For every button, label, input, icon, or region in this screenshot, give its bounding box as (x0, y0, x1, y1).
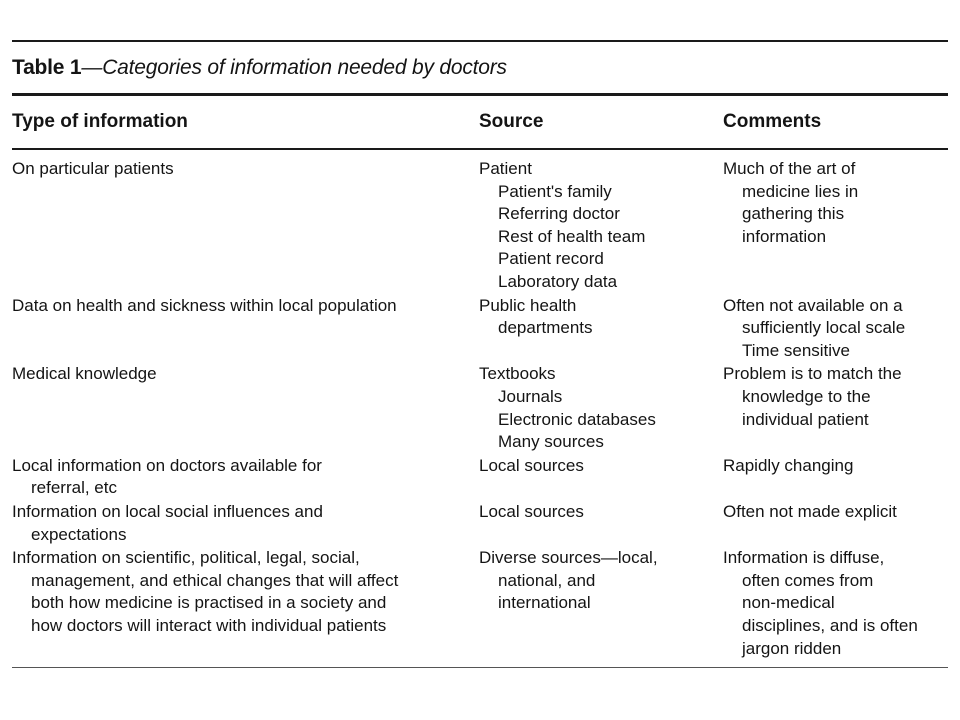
cell-line: On particular patients (12, 159, 174, 178)
cell-line: Referring doctor (498, 204, 620, 224)
type-cell (12, 295, 472, 318)
table-row (12, 295, 948, 364)
table-number: Table 1 (12, 55, 82, 79)
source-cell (479, 501, 719, 524)
cell-line: Rest of health team (498, 226, 646, 246)
cell-line: expectations (31, 524, 127, 544)
table-document (12, 40, 948, 668)
type-cell (12, 547, 472, 637)
cell-line: Patient (479, 159, 532, 178)
cell-line: Often not available on a (723, 295, 903, 315)
type-cell (12, 501, 472, 546)
source-cell (479, 547, 719, 615)
table-row (12, 501, 948, 547)
cell-line: management, and ethical changes that will affect (31, 570, 399, 590)
header-comments: Comments (723, 111, 822, 132)
table-body (12, 150, 948, 667)
cell-line: individual patient (742, 409, 869, 429)
cell-line: Laboratory data (498, 271, 618, 291)
cell-line: Data on health and sickness within local population (12, 295, 397, 315)
source-cell (479, 363, 719, 453)
cell-line: Problem is to match the (723, 364, 902, 384)
cell-line: Local information on doctors available for (12, 455, 322, 475)
cell-line: Information on scientific, political, legal, social, (12, 548, 360, 568)
cell-line: departments (498, 318, 593, 338)
cell-line: how doctors will interact with individual patients (31, 615, 387, 635)
header-type: Type of information (12, 111, 188, 132)
cell-line: Rapidly changing (723, 455, 854, 475)
cell-line: Local sources (479, 501, 584, 521)
cell-line: Electronic databases (498, 409, 656, 429)
cell-line: both how medicine is practised in a society and (31, 593, 387, 613)
cell-line: Patient record (498, 249, 604, 269)
table-row (12, 363, 948, 454)
cell-line: Diverse sources—local, (479, 548, 658, 568)
cell-line: Much of the art of (723, 159, 856, 178)
cell-line: often comes from (742, 570, 874, 590)
cell-line: non-medical (742, 593, 835, 613)
table-title (12, 42, 948, 93)
comments-cell (723, 501, 948, 524)
comments-cell (723, 547, 948, 660)
cell-line: information (742, 226, 827, 246)
source-cell (479, 158, 719, 294)
table-row (12, 547, 948, 661)
cell-line: Textbooks (479, 364, 556, 384)
cell-line: Journals (498, 386, 563, 406)
cell-line: medicine lies in (742, 181, 859, 201)
cell-line: Patient's family (498, 181, 612, 201)
cell-line: international (498, 593, 591, 613)
type-cell (12, 363, 472, 386)
header-source: Source (479, 111, 544, 132)
cell-line: Medical knowledge (12, 364, 157, 384)
source-cell (479, 455, 719, 478)
type-cell (12, 455, 472, 500)
column-headers (12, 96, 948, 148)
cell-line: Public health (479, 295, 577, 315)
table-row (12, 158, 948, 295)
cell-line: Time sensitive (742, 340, 851, 360)
bottom-rule (12, 667, 948, 668)
cell-line: Local sources (479, 455, 584, 475)
cell-line: disciplines, and is often (742, 615, 918, 635)
cell-line: sufficiently local scale (742, 318, 906, 338)
cell-line: gathering this (742, 204, 845, 224)
cell-line: knowledge to the (742, 386, 871, 406)
comments-cell (723, 295, 948, 363)
table-row (12, 455, 948, 501)
comments-cell (723, 455, 948, 478)
cell-line: national, and (498, 570, 596, 590)
comments-cell (723, 158, 948, 248)
cell-line: referral, etc (31, 478, 117, 498)
cell-line: jargon ridden (742, 638, 842, 658)
type-cell (12, 158, 472, 181)
source-cell (479, 295, 719, 340)
cell-line: Information is diffuse, (723, 548, 885, 568)
table-caption: —Categories of information needed by doctors (81, 55, 507, 79)
cell-line: Many sources (498, 432, 604, 452)
cell-line: Information on local social influences and (12, 501, 323, 521)
cell-line: Often not made explicit (723, 501, 897, 521)
comments-cell (723, 363, 948, 431)
